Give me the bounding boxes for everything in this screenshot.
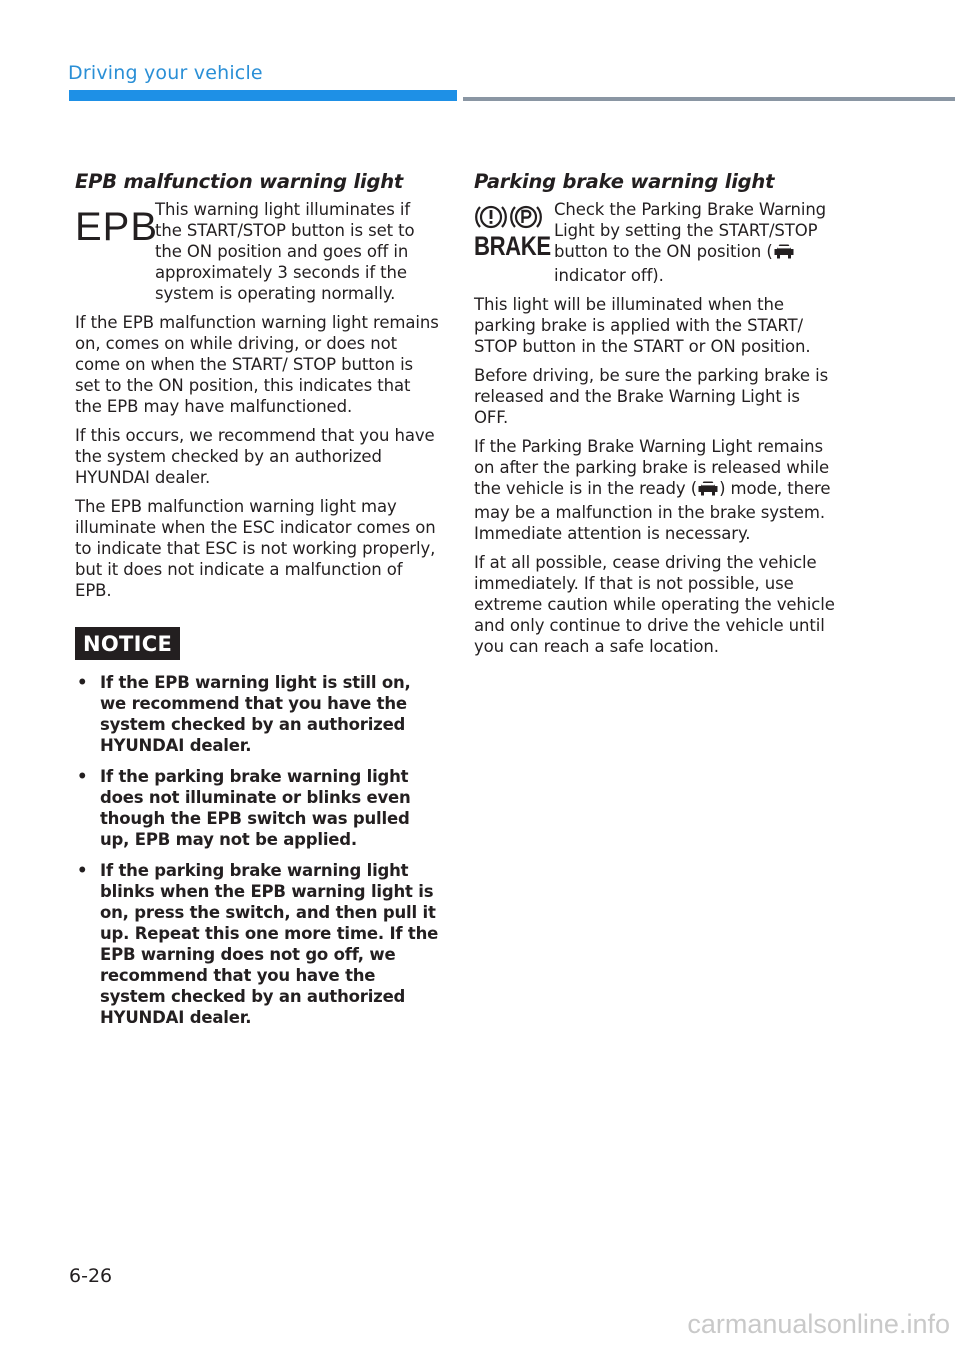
notice-item-text: If the EPB warning light is still on, we recommend that you have the system checked by an authorized HYUNDAI dealer.: [100, 673, 411, 755]
notice-list: [75, 672, 440, 1028]
parking-brake-intro: [474, 199, 839, 286]
section-title: Driving your vehicle: [68, 62, 263, 84]
brake-circles-icon: [474, 203, 544, 231]
bullet-icon: •: [77, 673, 88, 692]
intro-text-part: Check the Parking Brake Warning Light by setting the START/STOP button to the ON position (: [554, 200, 827, 261]
notice-label: NOTICE: [75, 627, 180, 660]
header-rule-accent: [69, 90, 457, 101]
epb-paragraph: The EPB malfunction warning light may illuminate when the ESC indicator comes on to indicate that ESC is not working properly, but it does not indicate a malfunction of EPB.: [75, 497, 436, 600]
notice-item-text: If the parking brake warning light does not illuminate or blinks even though the EPB switch was pulled up, EPB may not be applied.: [100, 767, 411, 849]
paragraph-text-part: If the Parking Brake Warning Light remains on after the parking brake is released while the vehicle is in the ready (: [474, 437, 829, 498]
page-number: 6-26: [69, 1265, 113, 1287]
epb-intro-text: This warning light illuminates if the START/STOP button is set to the ON position and goes off in approximately 3 seconds if the system is operating normally.: [155, 200, 415, 303]
bullet-icon: •: [77, 861, 88, 880]
ready-indicator-icon: [697, 480, 719, 502]
left-column: [75, 170, 440, 1038]
brake-warning-icon: [474, 203, 551, 261]
parking-brake-heading: Parking brake warning light: [474, 170, 775, 193]
parking-brake-paragraph: Before driving, be sure the parking brake is released and the Brake Warning Light is OFF.: [474, 366, 829, 427]
parking-brake-intro-text: [554, 199, 839, 286]
epb-warning-icon: [75, 203, 158, 249]
epb-icon-text: EPB: [75, 205, 159, 249]
notice-item: [75, 672, 440, 756]
epb-paragraph: If the EPB malfunction warning light remains on, comes on while driving, or does not come on when the START/ STOP button is set to the ON position, this indicates that the EPB may have malfunctioned.: [75, 313, 439, 416]
watermark: carmanualsonline.info: [687, 1309, 950, 1339]
header-rule: [463, 97, 955, 101]
brake-icon-text: BRAKE: [474, 231, 551, 261]
parking-brake-paragraph: If at all possible, cease driving the vehicle immediately. If that is not possible, use extreme caution while operating the vehicle and only continue to drive the vehicle until you can reach a safe location.: [474, 553, 835, 656]
epb-paragraph: If this occurs, we recommend that you have the system checked by an authorized HYUNDAI dealer.: [75, 426, 435, 487]
epb-intro: [75, 199, 440, 304]
right-column: [474, 170, 839, 665]
intro-text-part: indicator off).: [554, 266, 664, 285]
parking-brake-paragraph: This light will be illuminated when the parking brake is applied with the START/ STOP button in the START or ON position.: [474, 295, 811, 356]
parking-brake-paragraph: [474, 436, 839, 544]
epb-heading: EPB malfunction warning light: [75, 170, 404, 193]
bullet-icon: •: [77, 767, 88, 786]
notice-item-text: If the parking brake warning light blinks when the EPB warning light is on, press the switch, and then pull it up. Repeat this one more time. If the EPB warning does not go off, we recommend that you have the system checked by an authorized HYUNDAI dealer.: [100, 861, 439, 1027]
notice-item: [75, 766, 440, 850]
ready-indicator-icon: [773, 243, 795, 265]
notice-item: [75, 860, 440, 1028]
paragraph-text-part: ) mode, there may be a malfunction in the brake system. Immediate attention is necessary.: [474, 479, 831, 543]
